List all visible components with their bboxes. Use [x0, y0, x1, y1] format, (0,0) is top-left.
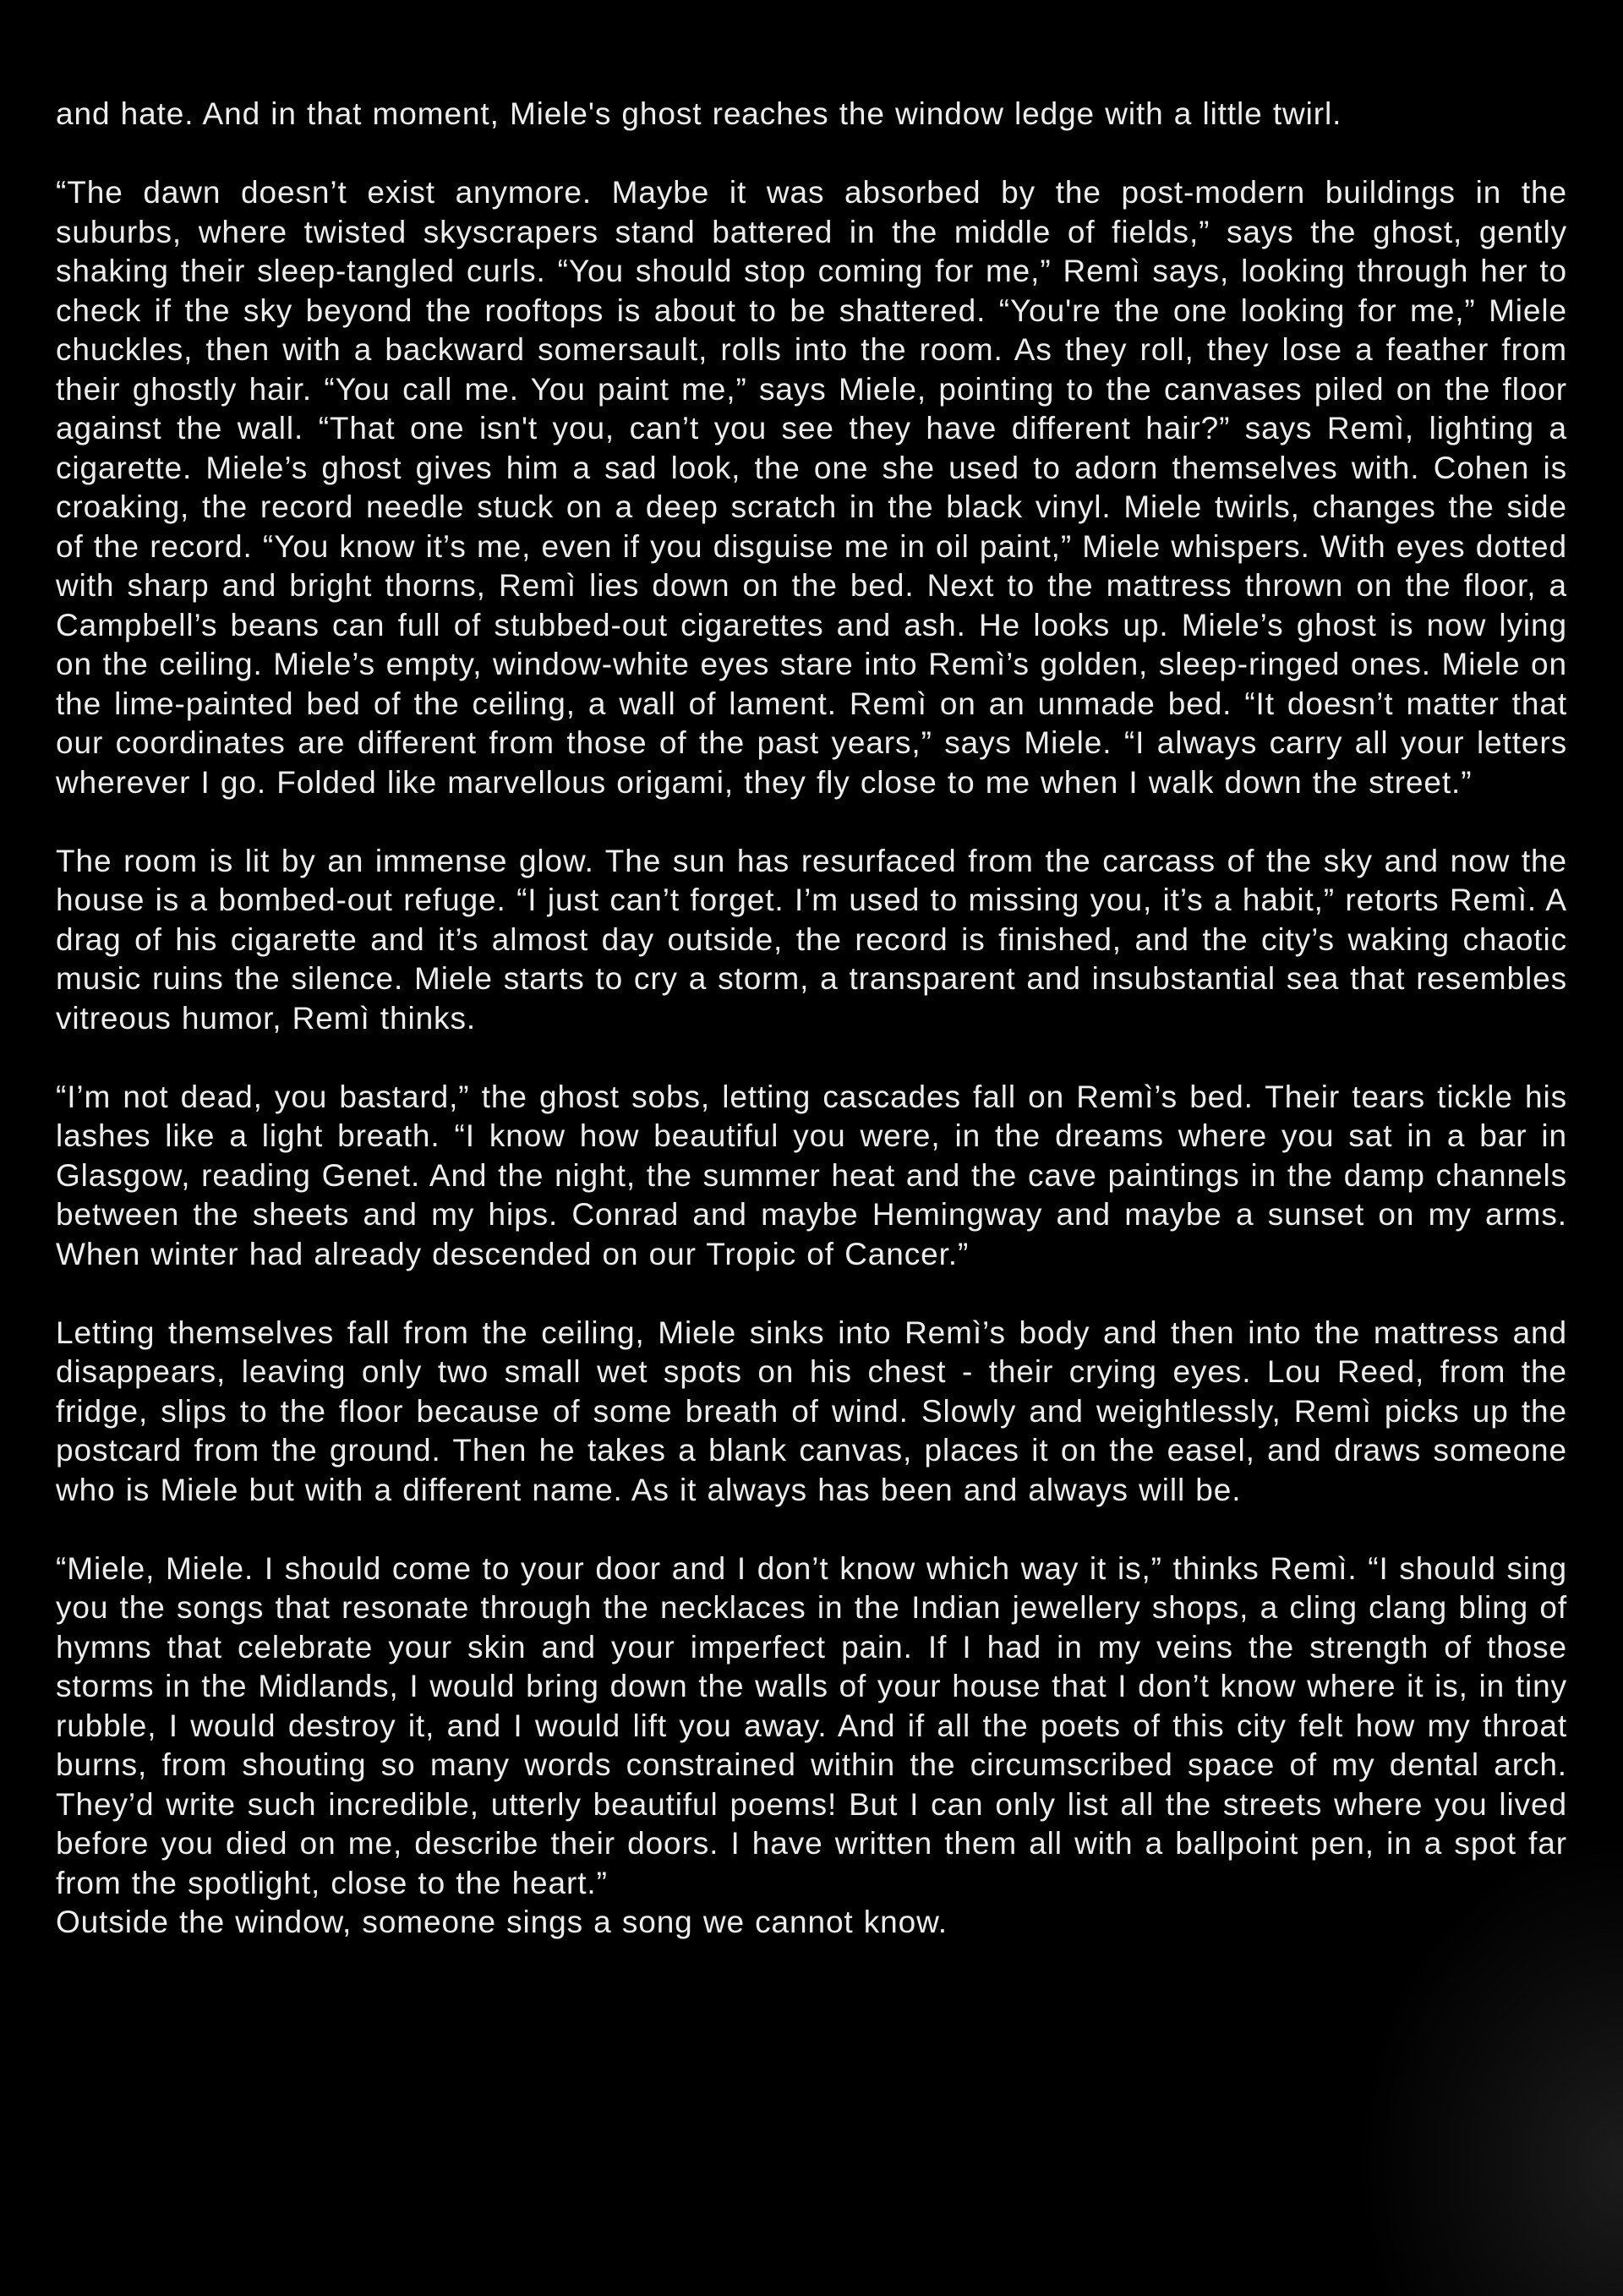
paragraph-3: The room is lit by an immense glow. The sun has resurfaced from the carcass of the sky and now the house is a bombed-out refuge. “I just can’t forget. I’m used to missing you, it’s a habit,” retorts Remì. A drag of his cigarette and it’s almost day outside, the record is finished, and the city’s waking chaotic music ruins the silence. Miele starts to cry a storm, a transparent and insubstantial sea that resembles vitreous humor, Remì thinks.: [56, 843, 1567, 1036]
paragraph-7: Outside the window, someone sings a song we cannot know.: [56, 1905, 948, 1939]
story-text-page: [56, 95, 1567, 1943]
paragraph-4: “I’m not dead, you bastard,” the ghost sobs, letting cascades fall on Remì’s bed. Their tears tickle his lashes like a light breath. “I know how beautiful you were, in the dreams where you sat in a bar in Glasgow, reading Genet. And the night, the summer heat and the cave paintings in the damp channels between the sheets and my hips. Conrad and maybe Hemingway and maybe a sunset on my arms. When winter had already descended on our Tropic of Cancer.”: [56, 1079, 1567, 1271]
paragraph-1: and hate. And in that moment, Miele's ghost reaches the window ledge with a little twirl.: [56, 96, 1342, 131]
paragraph-6: “Miele, Miele. I should come to your door and I don’t know which way it is,” thinks Remì. “I should sing you the songs that resonate through the necklaces in the Indian jewellery shops, a cling clang bling of hymns that celebrate your skin and your imperfect pain. If I had in my veins the strength of those storms in the Midlands, I would bring down the walls of your house that I don’t know where it is, in tiny rubble, I would destroy it, and I would lift you away. And if all the poets of this city felt how my throat burns, from shouting so many words constrained within the circumscribed space of my dental arch. They’d write such incredible, utterly beautiful poems! But I can only list all the streets where you lived before you died on me, describe their doors. I have written them all with a ballpoint pen, in a spot far from the spotlight, close to the heart.”: [56, 1550, 1567, 1900]
paragraph-5: Letting themselves fall from the ceiling, Miele sinks into Remì’s body and then into the mattress and disappears, leaving only two small wet spots on his chest - their crying eyes. Lou Reed, from the fridge, slips to the floor because of some breath of wind. Slowly and weightlessly, Remì picks up the postcard from the ground. Then he takes a blank canvas, places it on the easel, and draws someone who is Miele but with a different name. As it always has been and always will be.: [56, 1315, 1567, 1507]
paragraph-2: “The dawn doesn’t exist anymore. Maybe it was absorbed by the post-modern buildings in the suburbs, where twisted skyscrapers stand battered in the middle of fields,” says the ghost, gently shaking their sleep-tangled curls. “You should stop coming for me,” Remì says, looking through her to check if the sky beyond the rooftops is about to be shattered. “You're the one looking for me,” Miele chuckles, then with a backward somersault, rolls into the room. As they roll, they lose a feather from their ghostly hair. “You call me. You paint me,” says Miele, pointing to the canvases piled on the floor against the wall. “That one isn't you, can’t you see they have different hair?” says Remì, lighting a cigarette. Miele’s ghost gives him a sad look, the one she used to adorn themselves with. Cohen is croaking, the record needle stuck on a deep scratch in the black vinyl. Miele twirls, changes the side of the record. “You know it’s me, even if you disguise me in oil paint,” Miele whispers. With eyes dotted with sharp and bright thorns, Remì lies down on the bed. Next to the mattress thrown on the floor, a Campbell’s beans can full of stubbed-out cigarettes and ash. He looks up. Miele’s ghost is now lying on the ceiling. Miele’s empty, window-white eyes stare into Remì’s golden, sleep-ringed ones. Miele on the lime-painted bed of the ceiling, a wall of lament. Remì on an unmade bed. “It doesn’t matter that our coordinates are different from those of the past years,” says Miele. “I always carry all your letters wherever I go. Folded like marvellous origami, they fly close to me when I walk down the street.”: [56, 175, 1567, 800]
